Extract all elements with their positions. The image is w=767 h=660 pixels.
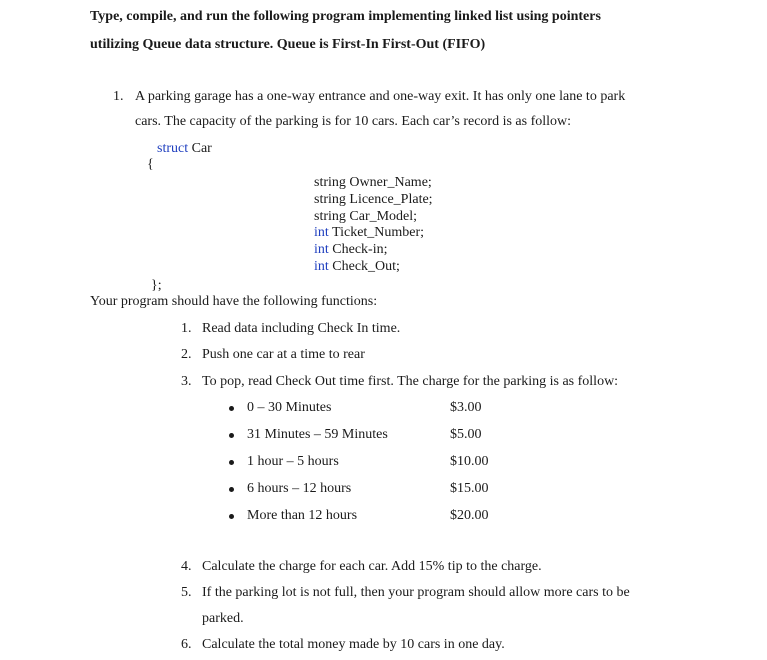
rate-price: $15.00: [450, 481, 489, 496]
function-number: 4.: [181, 559, 192, 574]
function-number: 5.: [181, 585, 192, 600]
struct-field: string Car_Model;: [314, 209, 418, 224]
rate-price: $20.00: [450, 508, 489, 523]
function-text: Push one car at a time to rear: [202, 347, 365, 362]
function-text: Read data including Check In time.: [202, 321, 401, 336]
struct-keyword: struct: [157, 141, 189, 156]
problem-number: 1.: [113, 89, 124, 104]
open-brace: {: [147, 157, 154, 172]
bullet-icon: [229, 487, 234, 492]
function-text: To pop, read Check Out time first. The charge for the parking is as follow:: [202, 374, 619, 389]
rate-price: $5.00: [450, 427, 482, 442]
function-number: 6.: [181, 637, 192, 652]
bullet-icon: [229, 433, 234, 438]
heading-line-2: utilizing Queue data structure. Queue is First-In First-Out (FIFO): [90, 37, 486, 52]
functions-intro: Your program should have the following functions:: [90, 294, 378, 309]
bullet-icon: [229, 460, 234, 465]
struct-field: int Ticket_Number;: [314, 225, 425, 240]
rate-range: 6 hours – 12 hours: [247, 481, 352, 496]
problem-line-2: cars. The capacity of the parking is for 10 cars. Each car’s record is as follow:: [135, 114, 572, 129]
struct-field: string Owner_Name;: [314, 175, 432, 190]
function-text: Calculate the charge for each car. Add 15% tip to the charge.: [202, 559, 542, 574]
rate-range: 0 – 30 Minutes: [247, 400, 332, 415]
struct-field: int Check_Out;: [314, 259, 400, 274]
struct-name: Car: [188, 141, 212, 156]
bullet-icon: [229, 514, 234, 519]
struct-field: string Licence_Plate;: [314, 192, 433, 207]
function-text: Calculate the total money made by 10 cars in one day.: [202, 637, 505, 652]
bullet-icon: [229, 406, 234, 411]
function-text-continued: parked.: [202, 611, 244, 626]
function-text: If the parking lot is not full, then your program should allow more cars to be: [202, 585, 630, 600]
rate-price: $10.00: [450, 454, 489, 469]
struct-declaration: [157, 141, 212, 157]
rate-range: 31 Minutes – 59 Minutes: [247, 427, 388, 442]
problem-line-1: A parking garage has a one-way entrance and one-way exit. It has only one lane to park: [135, 89, 626, 104]
function-number: 2.: [181, 347, 192, 362]
rate-range: 1 hour – 5 hours: [247, 454, 339, 469]
struct-field: int Check-in;: [314, 242, 388, 257]
rate-range: More than 12 hours: [247, 508, 358, 523]
function-number: 1.: [181, 321, 192, 336]
rate-price: $3.00: [450, 400, 482, 415]
function-number: 3.: [181, 374, 192, 389]
close-brace: };: [151, 278, 162, 293]
heading-line-1: Type, compile, and run the following program implementing linked list using pointers: [90, 9, 601, 24]
